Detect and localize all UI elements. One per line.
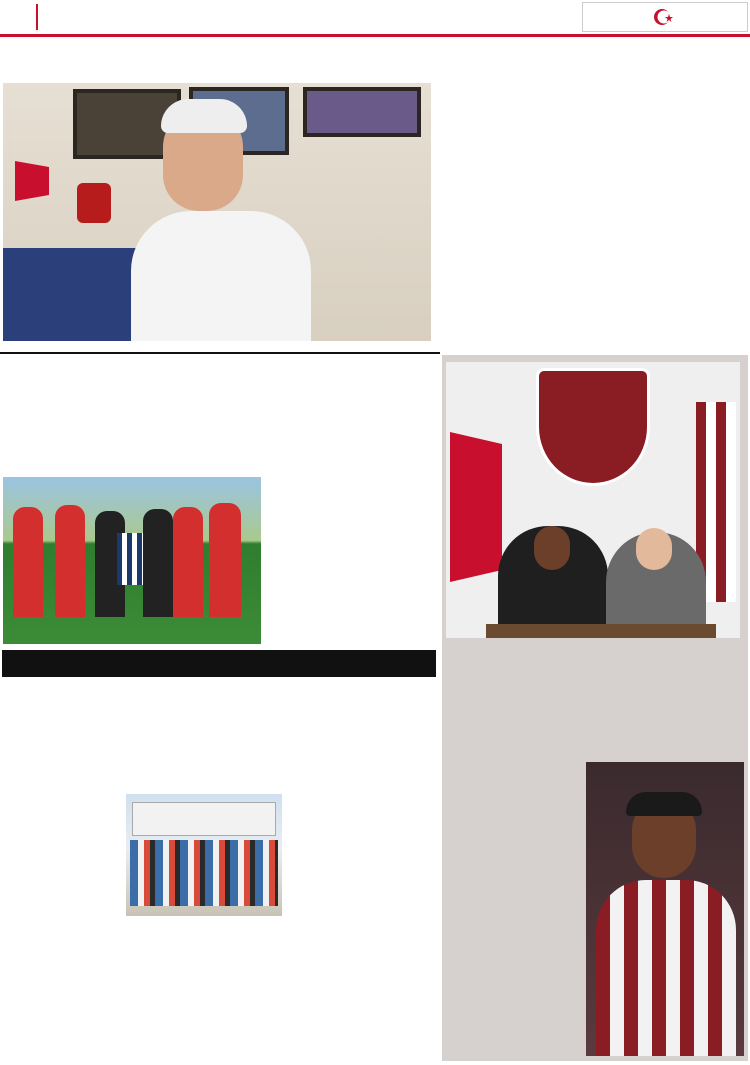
player-figure (209, 503, 241, 617)
club-pennant (77, 183, 111, 223)
coach-figure (143, 509, 173, 617)
article2-team-photo (3, 477, 261, 644)
article4-player-photo (586, 762, 744, 1056)
article1-photo (3, 83, 431, 341)
fire-dept-bus (132, 802, 276, 836)
signing-table (486, 624, 716, 638)
turkish-flag (450, 432, 502, 582)
turkish-flag (15, 161, 49, 201)
player-face (534, 526, 570, 570)
official-face (636, 528, 672, 570)
article3-headline-band (2, 650, 436, 677)
children-group (130, 840, 278, 906)
striped-jersey (596, 880, 736, 1056)
article2-rule (0, 352, 440, 354)
player-figure (55, 505, 85, 617)
masthead-logo[interactable] (582, 2, 748, 32)
header-divider (36, 4, 38, 30)
article4-signing-photo (446, 362, 740, 638)
crescent-star-icon (652, 7, 674, 27)
white-shirt (131, 211, 311, 341)
player-figure (13, 507, 43, 617)
player-figure (173, 507, 203, 617)
framed-team-photo (303, 87, 421, 137)
header-rule (0, 34, 750, 37)
dont-give-up-banner (536, 368, 650, 486)
article3-group-photo (126, 794, 282, 916)
white-hair (161, 99, 247, 133)
player-hair (626, 792, 702, 816)
